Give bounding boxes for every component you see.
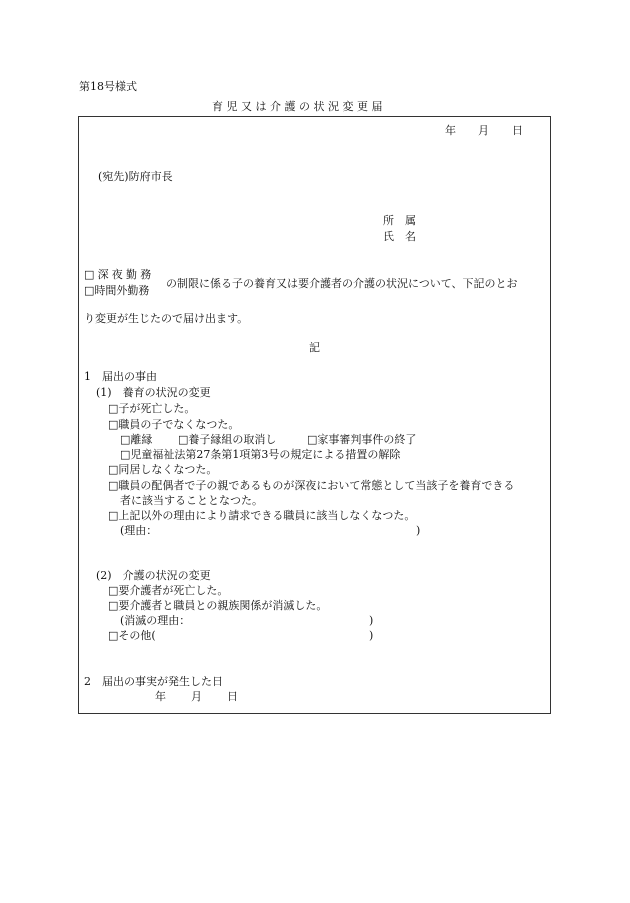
item-child-welfare[interactable]: □児童福祉法第27条第1項第3号の規定による措置の解除	[120, 448, 401, 461]
option-overtime-work[interactable]: □時間外勤務	[84, 284, 150, 297]
item-not-living-together[interactable]: □同居しなくなつた。	[108, 463, 218, 476]
item-divorce[interactable]: □離縁	[120, 433, 153, 446]
item-spouse-can-care-cont: 者に該当することとなつた。	[120, 494, 263, 507]
form-number: 第18号様式	[79, 80, 137, 93]
section1-sub2-heading: (2) 介護の状況の変更	[96, 569, 211, 582]
item-spouse-can-care[interactable]: □職員の配偶者で子の親であるものが深夜において常態として当該子を養育できる	[108, 479, 515, 492]
section1-heading: 1 届出の事由	[84, 370, 157, 383]
item-care-recipient-died[interactable]: □要介護者が死亡した。	[108, 584, 229, 597]
item-other[interactable]: □その他(	[108, 629, 156, 642]
name-label[interactable]: 氏 名	[383, 230, 416, 243]
reason-close: )	[416, 524, 421, 537]
occurrence-month[interactable]: 月	[191, 690, 202, 703]
item-kinship-ended[interactable]: □要介護者と職員との親族関係が消滅した。	[108, 599, 328, 612]
item-adoption-cancel[interactable]: □養子縁組の取消し	[178, 433, 277, 446]
occurrence-year[interactable]: 年	[155, 690, 166, 703]
item-family-court[interactable]: □家事審判事件の終了	[307, 433, 417, 446]
item-child-died[interactable]: □子が死亡した。	[108, 402, 196, 415]
date-year[interactable]: 年	[445, 124, 456, 137]
affiliation-label[interactable]: 所 属	[383, 214, 416, 227]
intro-text-line2: り変更が生じたので届け出ます。	[84, 312, 249, 325]
form-title: 育児又は介護の状況変更届	[212, 100, 386, 113]
date-day[interactable]: 日	[512, 124, 523, 137]
item-other-reason[interactable]: □上記以外の理由により請求できる職員に該当しなくなつた。	[108, 509, 416, 522]
option-late-night-work[interactable]: □深夜勤務	[84, 268, 155, 281]
other-close: )	[369, 629, 374, 642]
section1-sub1-heading: (1) 養育の状況の変更	[96, 386, 211, 399]
extinction-reason-label[interactable]: (消滅の理由：	[120, 614, 191, 627]
reason-label[interactable]: (理由：	[120, 524, 158, 537]
date-month[interactable]: 月	[478, 124, 489, 137]
occurrence-day[interactable]: 日	[227, 690, 238, 703]
section2-heading: 2 届出の事実が発生した日	[84, 675, 223, 688]
record-heading: 記	[309, 341, 320, 354]
extinction-reason-close: )	[369, 614, 374, 627]
addressee: (宛先)防府市長	[98, 170, 173, 183]
intro-text-line1: の制限に係る子の養育又は要介護者の介護の状況について、下記のとお	[166, 277, 518, 290]
item-not-child[interactable]: □職員の子でなくなつた。	[108, 418, 240, 431]
